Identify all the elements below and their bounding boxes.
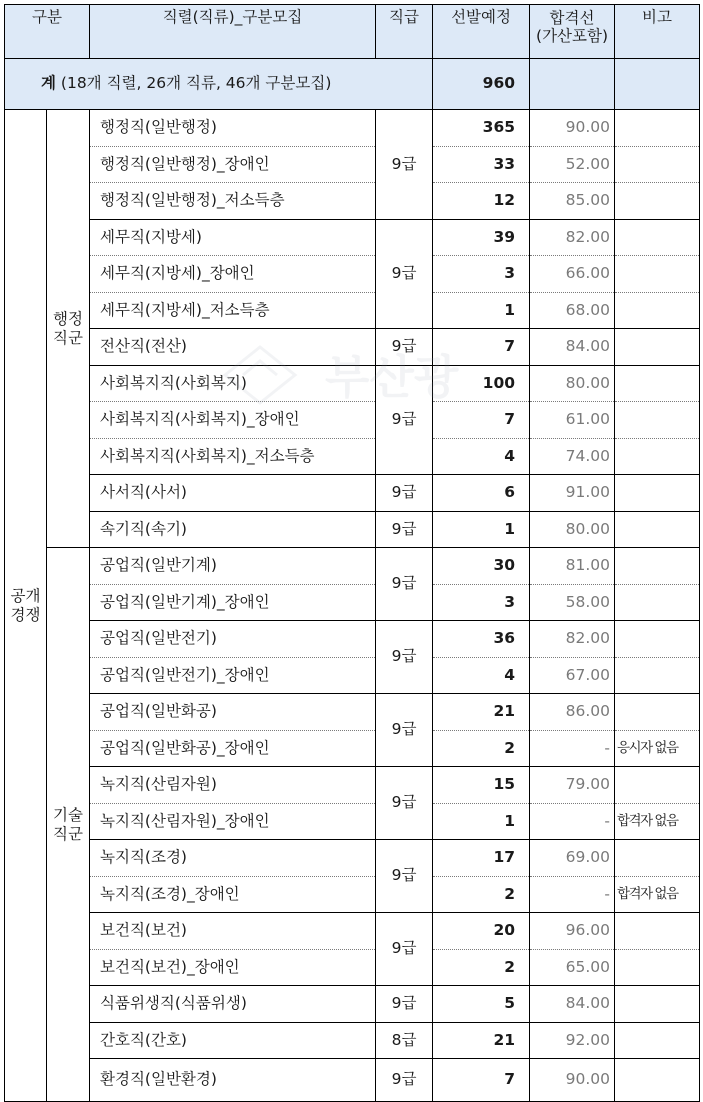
row-selection: 12 — [433, 183, 530, 220]
row-pass: 69.00 — [530, 840, 615, 877]
row-selection: 17 — [433, 840, 530, 877]
table-row — [5, 840, 700, 877]
table-row — [5, 292, 700, 329]
row-selection: 39 — [433, 219, 530, 256]
recruitment-results-table — [4, 4, 700, 1102]
total-label — [5, 59, 433, 110]
table-row — [5, 1022, 700, 1059]
header-division: 구분 — [5, 5, 90, 59]
row-grade: 9급 — [376, 475, 433, 512]
row-grade: 9급 — [376, 694, 433, 767]
row-name: 행정직(일반행정)_장애인 — [90, 146, 376, 183]
table-row — [5, 876, 700, 913]
table-row — [5, 402, 700, 439]
row-pass: 52.00 — [530, 146, 615, 183]
row-grade: 9급 — [376, 767, 433, 840]
table-row — [5, 219, 700, 256]
row-note — [615, 767, 700, 804]
row-selection: 1 — [433, 803, 530, 840]
row-pass: - — [530, 730, 615, 767]
subgroup-admin: 행정 직군 — [47, 110, 90, 548]
row-note — [615, 256, 700, 293]
row-note — [615, 657, 700, 694]
row-name: 공업직(일반전기)_장애인 — [90, 657, 376, 694]
row-selection: 7 — [433, 402, 530, 439]
row-grade: 9급 — [376, 110, 433, 220]
row-note — [615, 913, 700, 950]
row-selection: 33 — [433, 146, 530, 183]
row-note — [615, 402, 700, 439]
row-pass: 96.00 — [530, 913, 615, 950]
row-selection: 6 — [433, 475, 530, 512]
total-pass — [530, 59, 615, 110]
row-name: 보건직(보건)_장애인 — [90, 949, 376, 986]
table-row — [5, 584, 700, 621]
row-selection: 2 — [433, 949, 530, 986]
row-selection: 7 — [433, 329, 530, 366]
row-name: 공업직(일반전기) — [90, 621, 376, 658]
row-note — [615, 949, 700, 986]
row-grade: 9급 — [376, 1059, 433, 1102]
row-note — [615, 146, 700, 183]
row-name: 녹지직(산림자원)_장애인 — [90, 803, 376, 840]
row-pass: 65.00 — [530, 949, 615, 986]
table-row — [5, 146, 700, 183]
row-note — [615, 548, 700, 585]
row-name: 녹지직(조경) — [90, 840, 376, 877]
row-selection: 1 — [433, 292, 530, 329]
row-pass: 91.00 — [530, 475, 615, 512]
row-selection: 5 — [433, 986, 530, 1023]
row-name: 행정직(일반행정) — [90, 110, 376, 147]
row-pass: 67.00 — [530, 657, 615, 694]
row-pass: 84.00 — [530, 986, 615, 1023]
total-note — [615, 59, 700, 110]
row-selection: 100 — [433, 365, 530, 402]
row-grade: 9급 — [376, 913, 433, 986]
total-label-rest: (18개 직렬, 26개 직류, 46개 구분모집) — [55, 74, 332, 93]
header-pass-score — [530, 5, 615, 59]
row-pass: - — [530, 803, 615, 840]
group-open-competition: 공개 경쟁 — [5, 110, 47, 1102]
row-selection: 20 — [433, 913, 530, 950]
row-note — [615, 621, 700, 658]
row-pass: 74.00 — [530, 438, 615, 475]
row-pass: 85.00 — [530, 183, 615, 220]
table-row — [5, 986, 700, 1023]
watermark-text: 부산광 — [325, 350, 459, 404]
row-note — [615, 219, 700, 256]
row-note: 합격자 없음 — [615, 876, 700, 913]
row-grade: 9급 — [376, 511, 433, 548]
row-name: 사서직(사서) — [90, 475, 376, 512]
row-note — [615, 511, 700, 548]
row-grade: 9급 — [376, 548, 433, 621]
table-row — [5, 110, 700, 147]
row-name: 속기직(속기) — [90, 511, 376, 548]
header-selection: 선발예정 — [433, 5, 530, 59]
row-grade: 9급 — [376, 365, 433, 475]
row-name: 공업직(일반화공)_장애인 — [90, 730, 376, 767]
row-selection: 21 — [433, 1022, 530, 1059]
row-selection: 3 — [433, 584, 530, 621]
row-grade: 8급 — [376, 1022, 433, 1059]
table-row — [5, 475, 700, 512]
row-pass: 81.00 — [530, 548, 615, 585]
row-selection: 4 — [433, 438, 530, 475]
row-name: 세무직(지방세)_저소득층 — [90, 292, 376, 329]
table-row — [5, 767, 700, 804]
row-name: 간호직(간호) — [90, 1022, 376, 1059]
table-row — [5, 621, 700, 658]
row-pass: 92.00 — [530, 1022, 615, 1059]
row-note — [615, 694, 700, 731]
row-note — [615, 475, 700, 512]
header-row — [5, 5, 700, 59]
total-row — [5, 59, 700, 110]
row-name: 사회복지직(사회복지) — [90, 365, 376, 402]
table-row — [5, 438, 700, 475]
row-note — [615, 438, 700, 475]
row-name: 전산직(전산) — [90, 329, 376, 366]
table-row — [5, 913, 700, 950]
table-row — [5, 183, 700, 220]
table-row — [5, 329, 700, 366]
row-name: 사회복지직(사회복지)_장애인 — [90, 402, 376, 439]
row-pass: 84.00 — [530, 329, 615, 366]
row-pass: 58.00 — [530, 584, 615, 621]
row-note — [615, 329, 700, 366]
row-name: 녹지직(산림자원) — [90, 767, 376, 804]
row-pass: 80.00 — [530, 511, 615, 548]
table-row — [5, 1059, 700, 1102]
row-pass: 90.00 — [530, 1059, 615, 1102]
row-selection: 21 — [433, 694, 530, 731]
header-grade: 직급 — [376, 5, 433, 59]
row-selection: 365 — [433, 110, 530, 147]
row-selection: 3 — [433, 256, 530, 293]
row-pass: 80.00 — [530, 365, 615, 402]
row-note — [615, 986, 700, 1023]
row-pass: 66.00 — [530, 256, 615, 293]
row-grade: 9급 — [376, 621, 433, 694]
subgroup-tech: 기술 직군 — [47, 548, 90, 1102]
row-selection: 1 — [433, 511, 530, 548]
row-note — [615, 1059, 700, 1102]
row-name: 세무직(지방세) — [90, 219, 376, 256]
row-name: 식품위생직(식품위생) — [90, 986, 376, 1023]
row-name: 행정직(일반행정)_저소득층 — [90, 183, 376, 220]
row-grade: 9급 — [376, 840, 433, 913]
row-note: 응시자 없음 — [615, 730, 700, 767]
row-pass: 68.00 — [530, 292, 615, 329]
table-row — [5, 803, 700, 840]
row-pass: 82.00 — [530, 621, 615, 658]
row-selection: 4 — [433, 657, 530, 694]
row-selection: 36 — [433, 621, 530, 658]
row-name: 녹지직(조경)_장애인 — [90, 876, 376, 913]
row-name: 보건직(보건) — [90, 913, 376, 950]
row-note — [615, 183, 700, 220]
header-job: 직렬(직류)_구분모집 — [90, 5, 376, 59]
table-row — [5, 694, 700, 731]
row-pass: 90.00 — [530, 110, 615, 147]
row-name: 공업직(일반기계) — [90, 548, 376, 585]
row-pass: 79.00 — [530, 767, 615, 804]
table-row — [5, 365, 700, 402]
row-name: 공업직(일반화공) — [90, 694, 376, 731]
table-row — [5, 657, 700, 694]
row-note: 합격자 없음 — [615, 803, 700, 840]
table-row — [5, 949, 700, 986]
row-note — [615, 292, 700, 329]
row-selection: 2 — [433, 876, 530, 913]
header-pass-line1: 합격선 — [549, 9, 595, 27]
table-row — [5, 548, 700, 585]
row-name: 세무직(지방세)_장애인 — [90, 256, 376, 293]
row-name: 사회복지직(사회복지)_저소득층 — [90, 438, 376, 475]
row-selection: 30 — [433, 548, 530, 585]
row-pass: 86.00 — [530, 694, 615, 731]
row-note — [615, 840, 700, 877]
header-note: 비고 — [615, 5, 700, 59]
total-selection: 960 — [433, 59, 530, 110]
table-row — [5, 256, 700, 293]
row-note — [615, 110, 700, 147]
row-selection: 15 — [433, 767, 530, 804]
row-note — [615, 1022, 700, 1059]
row-pass: - — [530, 876, 615, 913]
row-name: 공업직(일반기계)_장애인 — [90, 584, 376, 621]
row-pass: 82.00 — [530, 219, 615, 256]
row-grade: 9급 — [376, 986, 433, 1023]
row-grade: 9급 — [376, 219, 433, 329]
row-note — [615, 584, 700, 621]
row-note — [615, 365, 700, 402]
table-row — [5, 511, 700, 548]
row-grade: 9급 — [376, 329, 433, 366]
row-selection: 7 — [433, 1059, 530, 1102]
row-selection: 2 — [433, 730, 530, 767]
row-pass: 61.00 — [530, 402, 615, 439]
header-pass-line2: (가산포함) — [536, 26, 609, 45]
total-label-bold: 계 — [41, 74, 56, 93]
table-row — [5, 730, 700, 767]
row-name: 환경직(일반환경) — [90, 1059, 376, 1102]
